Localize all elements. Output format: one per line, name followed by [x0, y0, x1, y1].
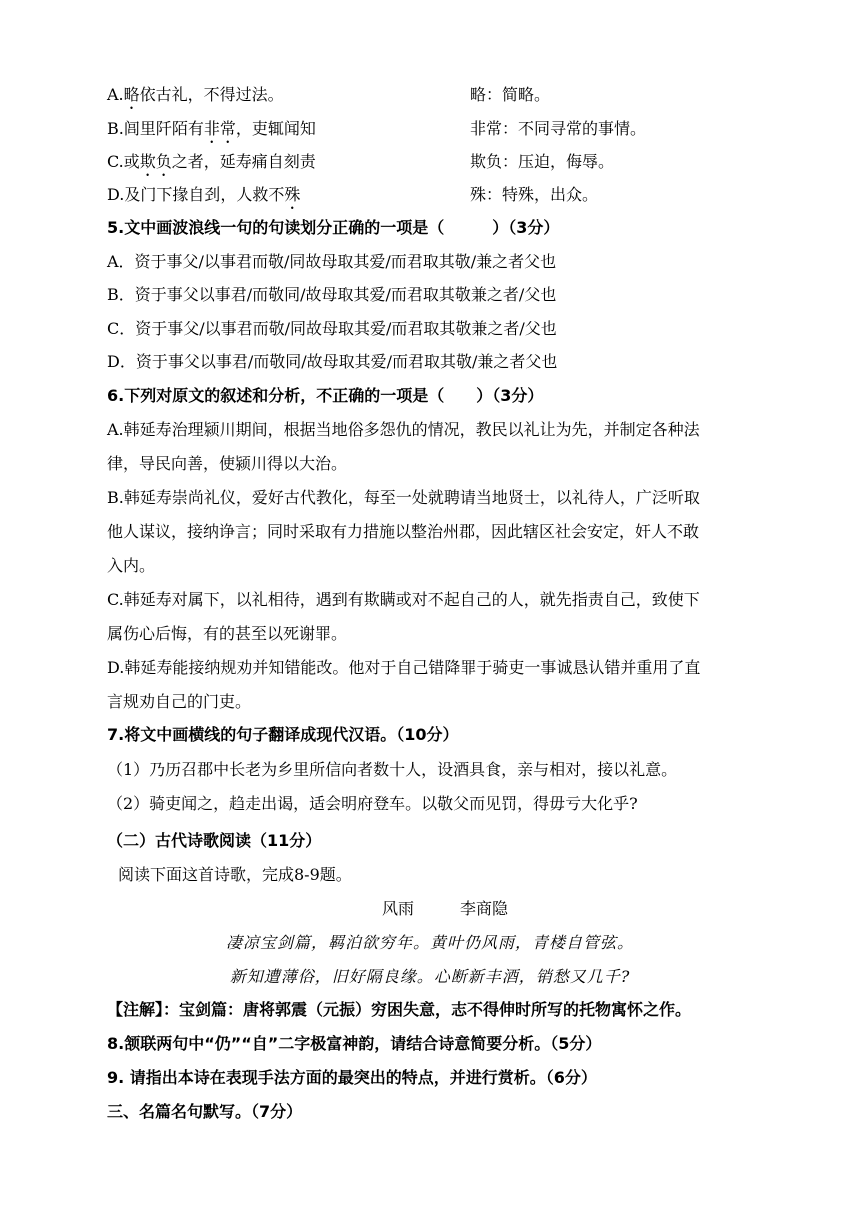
q6-line: B.韩延寿崇尚礼仪，爱好古代教化，每至一处就聘请当地贤士，以礼待人，广泛听取	[107, 488, 700, 507]
q7-title: 7.将文中画横线的句子翻译成现代汉语。（10分）	[107, 725, 459, 744]
option-label: D.	[107, 185, 125, 204]
option-text: 或	[123, 152, 140, 171]
q5-option-a: A．资于事父/以事君而敬/同故母取其爱/而君取其敬/兼之者父也	[107, 252, 557, 271]
q6-line: 属伤心后悔，有的甚至以死谢罪。	[107, 624, 348, 643]
option-text: ，吏辄闻知	[235, 119, 316, 138]
q4-gloss-d: 殊：特殊，出众。	[470, 185, 599, 204]
q6-line: 入内。	[107, 556, 156, 575]
q6-line: A.韩延寿治理颍川期间，根据当地俗多怨仇的情况，教民以礼让为先，并制定各种法	[107, 420, 700, 439]
q6-line: 言规劝自己的门吏。	[107, 692, 252, 711]
q6-line: 他人谋议，接纳诤言；同时采取有力措施以整治州郡，因此辖区社会安定，奸人不敢	[107, 522, 700, 541]
q6-line: C.韩延寿对属下，以礼相待，遇到有欺瞒或对不起自己的人，就先指责自己，致使下	[107, 590, 700, 609]
q7-item-2: （2）骑吏闻之，趋走出谒，适会明府登车。以敬父而见罚，得毋亏大化乎?	[107, 794, 638, 813]
option-text: 闾里阡陌有	[123, 119, 204, 138]
q4-option-a	[107, 84, 284, 113]
poem-title: 风雨	[382, 899, 415, 918]
poem-line-2: 新知遭薄俗，旧好隔良缘。心断新丰酒，销愁又几千?	[229, 967, 631, 986]
poem-note: 【注解】：宝剑篇：唐将郭震（元振）穷困失意，志不得伸时所写的托物寓怀之作。	[107, 1000, 692, 1019]
q6-title: 6.下列对原文的叙述和分析，不正确的一项是（ ）（3分）	[107, 386, 544, 405]
q6-line: 律，导民向善，使颍川得以大治。	[107, 454, 348, 473]
q4-gloss-b: 非常：不同寻常的事情。	[470, 119, 647, 138]
q5-title: 5.文中画波浪线一句的句读划分正确的一项是（ ）（3分）	[107, 218, 560, 237]
q4-gloss-c: 欺负：压迫，侮辱。	[470, 152, 615, 171]
emphasized-word: 略	[123, 85, 140, 104]
section-2-title: （二）古代诗歌阅读（11分）	[107, 831, 322, 850]
q6-line: D.韩延寿能接纳规劝并知错能改。他对于自己错降罪于骑吏一事诚恳认错并重用了直	[107, 658, 701, 677]
option-text: 及门下掾自刭，人救不	[124, 185, 285, 204]
emphasized-word: 非常	[203, 119, 236, 138]
q4-option-c	[107, 151, 316, 180]
q5-option-b: B．资于事父以事君/而敬同/故母取其爱/而君取其敬兼之者/父也	[107, 285, 557, 304]
option-label: C.	[107, 152, 124, 171]
q7-item-1: （1）乃历召郡中长老为乡里所信向者数十人，设酒具食，亲与相对，接以礼意。	[107, 760, 678, 779]
q8-title: 8.颔联两句中“仍”“自”二字极富神韵，请结合诗意简要分析。（5分）	[107, 1034, 602, 1053]
q9-title: 9. 请指出本诗在表现手法方面的最突出的特点，并进行赏析。（6分）	[107, 1068, 597, 1087]
q5-option-d: D．资于事父以事君/而敬同/故母取其爱/而君取其敬/兼之者父也	[107, 352, 558, 371]
option-label: B.	[107, 119, 124, 138]
option-text: 依古礼，不得过法。	[139, 85, 284, 104]
emphasized-word: 殊	[284, 185, 301, 204]
q4-gloss-a: 略：简略。	[470, 85, 551, 104]
section-3-title: 三、名篇名句默写。（7分）	[107, 1102, 303, 1121]
poem-author: 李商隐	[460, 899, 509, 918]
q4-option-d	[107, 184, 300, 213]
emphasized-word: 欺负	[139, 152, 172, 171]
section-2-intro: 阅读下面这首诗歌，完成8-9题。	[118, 865, 352, 884]
option-label: A.	[107, 85, 124, 104]
option-text: 之者，延寿痛自刻责	[171, 152, 316, 171]
q5-option-c: C．资于事父/以事君而敬/同故母取其爱/而君取其敬兼之者/父也	[107, 319, 557, 338]
q4-option-b	[107, 118, 316, 147]
poem-line-1: 凄凉宝剑篇，羁泊欲穷年。黄叶仍风雨，青楼自管弦。	[225, 933, 634, 952]
